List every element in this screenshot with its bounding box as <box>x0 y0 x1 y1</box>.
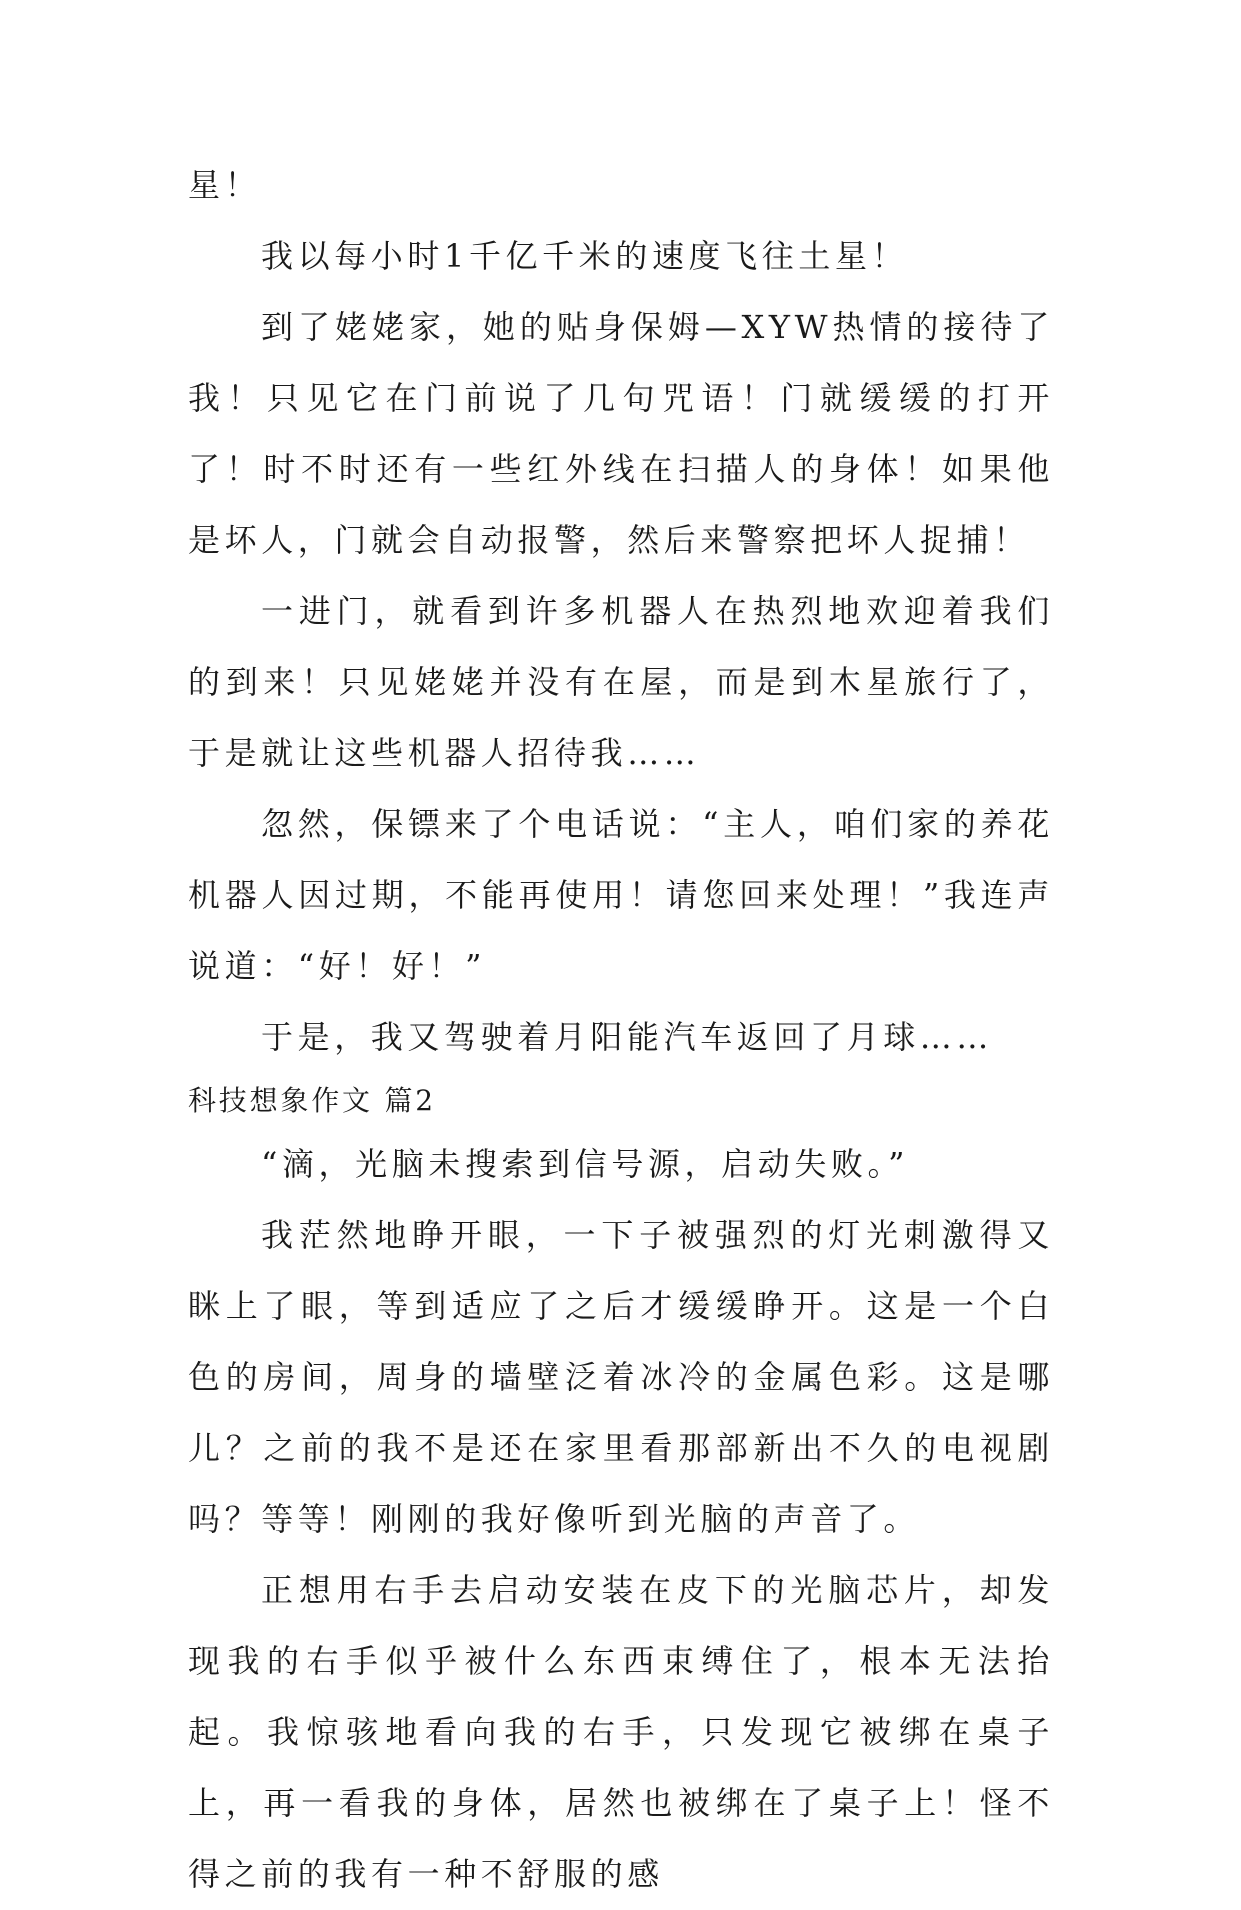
paragraph: 到了姥姥家，她的贴身保姆—XYW热情的接待了我！只见它在门前说了几句咒语！门就缓缓的打开了！时不时还有一些红外线在扫描人的身体！如果他是坏人，门就会自动报警，然后来警察把坏人捉捕！ <box>188 308 1054 559</box>
paragraph: 正想用右手去启动安装在皮下的光脑芯片，却发现我的右手似乎被什么东西束缚住了，根本无法抬起。我惊骇地看向我的右手，只发现它被绑在桌子上，再一看我的身体，居然也被绑在了桌子上！怪不得之前的我有一种不舒服的感 <box>188 1571 1054 1893</box>
paragraph: 我茫然地睁开眼，一下子被强烈的灯光刺激得又眯上了眼，等到适应了之后才缓缓睁开。这是一个白色的房间，周身的墙壁泛着冰冷的金属色彩。这是哪儿？之前的我不是还在家里看那部新出不久的电视剧吗？等等！刚刚的我好像听到光脑的声音了。 <box>188 1216 1054 1538</box>
section-heading: 科技想象作文 篇2 <box>188 1084 436 1117</box>
paragraph: 忽然，保镖来了个电话说：“主人，咱们家的养花机器人因过期，不能再使用！请您回来处理！”我连声说道：“好！好！” <box>188 805 1054 985</box>
paragraph: 我以每小时1千亿千米的速度飞往土星！ <box>261 237 909 275</box>
document-page <box>188 150 1054 1910</box>
paragraph: 于是，我又驾驶着月阳能汽车返回了月球…… <box>261 1018 994 1056</box>
paragraph: 星！ <box>188 166 262 204</box>
paragraph: “滴，光脑未搜索到信号源，启动失败。” <box>261 1145 910 1183</box>
paragraph: 一进门，就看到许多机器人在热烈地欢迎着我们的到来！只见姥姥并没有在屋，而是到木星旅行了，于是就让这些机器人招待我…… <box>188 592 1054 772</box>
